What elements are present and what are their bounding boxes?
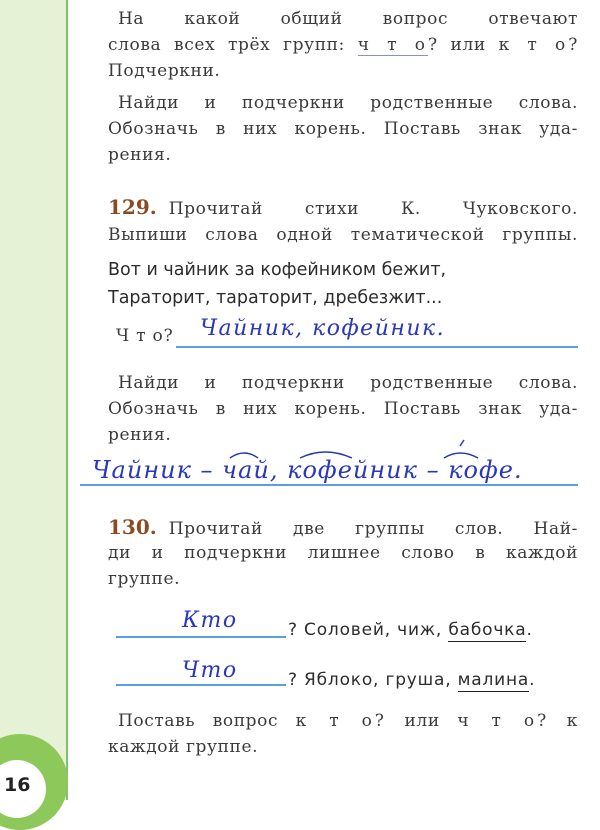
group1-handwritten-answer: Кто bbox=[182, 608, 238, 633]
ex129-task-line2: Обозначь в них корень. Поставь знак уда- bbox=[108, 399, 578, 419]
group2-handwritten-answer: Что bbox=[182, 658, 238, 683]
ex129-task-line1: Найди и подчеркни родственные слова. bbox=[118, 373, 578, 393]
ex129-title-line1: 129. Прочитай стихи К. Чуковского. bbox=[108, 195, 578, 219]
poem-line2: Тараторит, тараторит, дребезжит... bbox=[108, 288, 443, 308]
root-arc-kofe bbox=[300, 452, 352, 458]
ex130-title-line2: ди и подчеркни лишнее слово в каждой bbox=[108, 543, 578, 563]
q-what-underlined: ч т о bbox=[357, 35, 429, 55]
root-arc-chai bbox=[230, 453, 258, 458]
answer-line-group2 bbox=[116, 684, 286, 686]
answer-line-129b bbox=[80, 484, 578, 486]
intro-question-line3: Подчеркни. bbox=[108, 61, 221, 81]
group1-words: ? Соловей, чиж, бабочка. bbox=[288, 620, 533, 640]
ex129-handwritten-answer: Чайник, кофейник. bbox=[200, 316, 446, 341]
ex129-task-line3: рения. bbox=[108, 425, 172, 445]
ex130-title-line3: группе. bbox=[108, 569, 181, 589]
ex129-handwritten-words: Чайник – чай, кофейник – кофе. bbox=[92, 456, 523, 484]
exercise-number-130: 130. bbox=[108, 515, 157, 539]
ex129-answer-label: Ч т о? bbox=[116, 326, 174, 346]
group2-words: ? Яблоко, груша, малина. bbox=[288, 670, 536, 690]
ex130-title-line1: 130. Прочитай две группы слов. Най- bbox=[108, 515, 578, 539]
exercise-number-129: 129. bbox=[108, 195, 157, 219]
stress-mark bbox=[460, 440, 464, 446]
intro-question-line2: слова всех трёх групп: ч т о? или к т о? bbox=[108, 35, 578, 55]
ex129-title-line2: Выпиши слова одной тематической группы. bbox=[108, 225, 578, 245]
intro-task-line2: Обозначь в них корень. Поставь знак уда- bbox=[108, 119, 578, 139]
group1-odd-word: бабочка bbox=[448, 620, 527, 640]
ex130-final-line2: каждой группе. bbox=[108, 737, 259, 757]
poem-line1: Вот и чайник за кофейником бежит, bbox=[108, 260, 447, 280]
intro-question-line1: На какой общий вопрос отвечают bbox=[118, 9, 578, 29]
group2-odd-word: малина bbox=[457, 670, 530, 690]
ex130-final-line1: Поставь вопрос к т о? или ч т о? к bbox=[118, 711, 579, 731]
page-number: 16 bbox=[4, 774, 31, 796]
intro-task-line1: Найди и подчеркни родственные слова. bbox=[118, 93, 578, 113]
answer-line-group1 bbox=[116, 636, 286, 638]
intro-task-line3: рения. bbox=[108, 145, 172, 165]
root-arc-kofe2 bbox=[444, 453, 478, 458]
